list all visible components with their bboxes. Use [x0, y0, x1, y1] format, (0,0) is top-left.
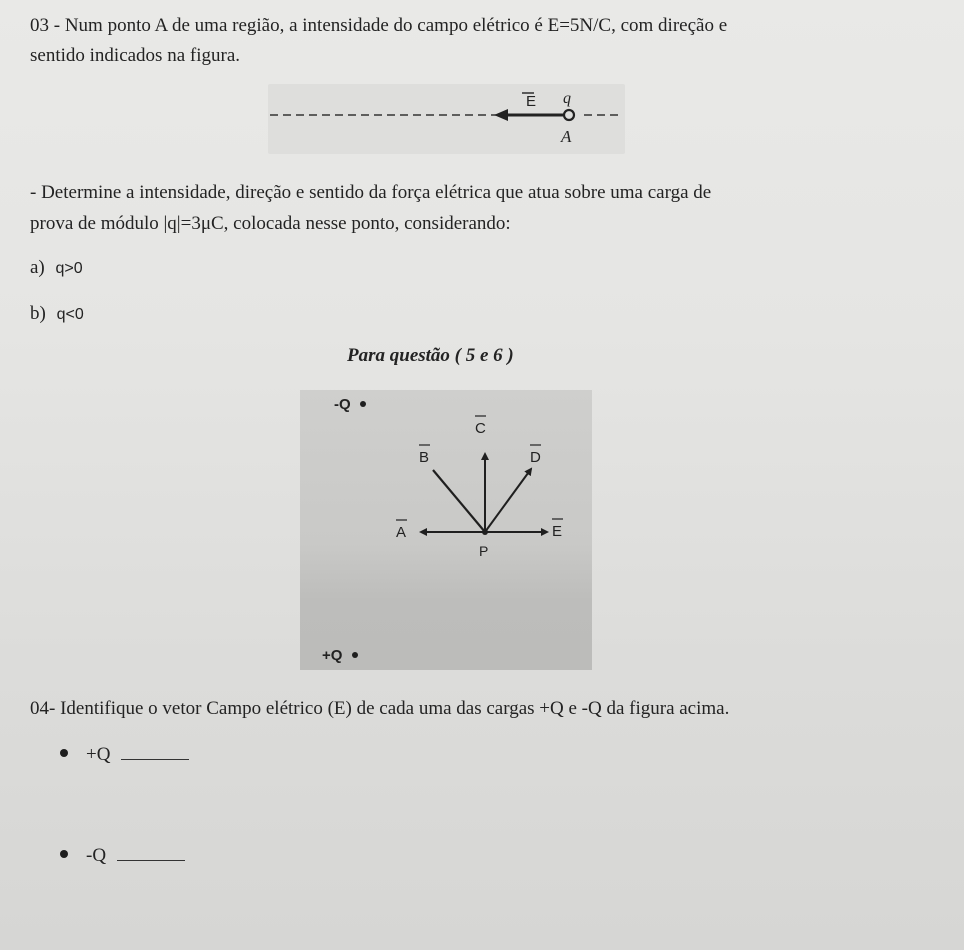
- item-a-text: q>0: [55, 260, 83, 277]
- bottom-charge-dot: [352, 652, 358, 658]
- figure-vectors-at-p: [300, 390, 592, 670]
- q03-task-line-2: prova de módulo |q|=3μC, colocada nesse ponto, considerando:: [30, 213, 511, 234]
- point-p-label: P: [479, 543, 489, 559]
- figure1-drawing: [268, 84, 625, 154]
- q03-line-1: 03 - Num ponto A de uma região, a intensidade do campo elétrico é E=5N/C, com direção e: [30, 15, 728, 36]
- q03-item-b: [30, 302, 84, 327]
- vector-b: [433, 470, 485, 532]
- vector-b-label: B: [419, 449, 430, 466]
- minus-q-answer-blank[interactable]: [117, 842, 185, 861]
- vector-e-label: E: [552, 523, 563, 540]
- field-vector-arrowhead: [494, 109, 508, 121]
- q03-task-line-1: - Determine a intensidade, direção e sentido da força elétrica que atua sobre uma carga de: [30, 182, 712, 203]
- figure2-drawing: [300, 390, 592, 670]
- top-charge-dot: [360, 401, 366, 407]
- q03-line-2: sentido indicados na figura.: [30, 45, 241, 66]
- q04-title: 04- Identifique o vetor Campo elétrico (E) de cada uma das cargas +Q e -Q da figura acima.: [30, 698, 730, 719]
- vector-d: [485, 469, 531, 532]
- figure-electric-field-point-a: [268, 84, 625, 154]
- item-b-text: q<0: [56, 306, 84, 323]
- bullet-plus-q: [60, 749, 68, 757]
- figure1-label-a: A: [561, 127, 572, 146]
- q04-item-minus-q: [86, 842, 185, 868]
- item-a-label: a): [30, 257, 45, 278]
- point-p-dot: [482, 529, 488, 535]
- plus-q-answer-blank[interactable]: [121, 741, 189, 760]
- q03-item-a: [30, 256, 83, 281]
- minus-q-label: -Q: [86, 845, 107, 866]
- bottom-charge-label: +Q: [322, 647, 343, 664]
- vector-d-label: D: [530, 449, 541, 466]
- bullet-minus-q: [60, 850, 68, 858]
- top-charge-label: -Q: [334, 396, 351, 413]
- vector-c-label: C: [475, 420, 486, 437]
- para-questao-heading: Para questão ( 5 e 6 ): [347, 345, 514, 366]
- item-b-label: b): [30, 303, 46, 324]
- q04-item-plus-q: [86, 741, 189, 767]
- figure1-label-e: E: [526, 93, 537, 110]
- plus-q-label: +Q: [86, 744, 111, 765]
- vector-a-label: A: [396, 524, 407, 541]
- point-a-charge: [564, 110, 574, 120]
- figure1-label-q: q: [563, 90, 571, 107]
